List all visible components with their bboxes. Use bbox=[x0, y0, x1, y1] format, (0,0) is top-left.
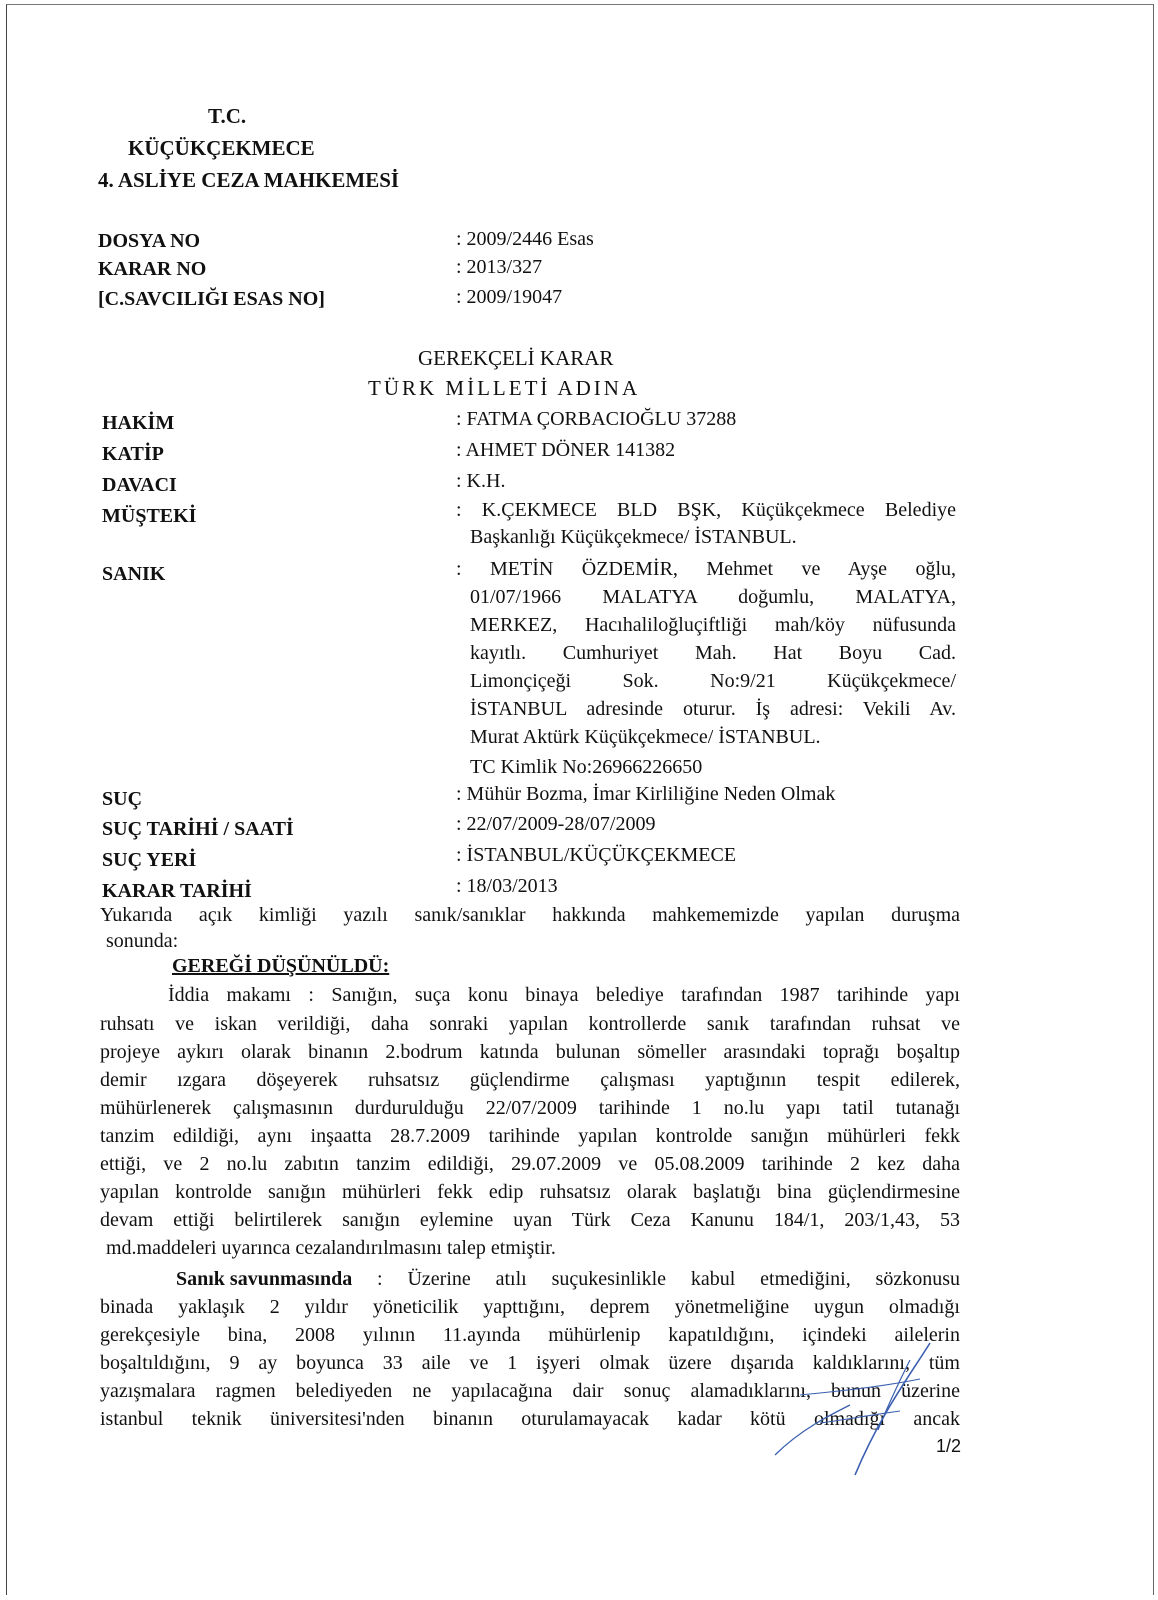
sanik-line: : METİN ÖZDEMİR, Mehmet ve Ayşe oğlu, bbox=[456, 558, 956, 580]
sanik-line: MERKEZ, Hacıhaliloğluçiftliği mah/köy nüfusunda bbox=[470, 614, 956, 636]
intro-line: Yukarıda açık kimliği yazılı sanık/sanıklar hakkında mahkememizde yapılan duruşma bbox=[100, 904, 960, 926]
karar-tarihi-value: : 18/03/2013 bbox=[456, 875, 558, 897]
suc-yeri-label: SUÇ YERİ bbox=[102, 849, 197, 871]
suc-label: SUÇ bbox=[102, 788, 143, 810]
intro-line: sonunda: bbox=[106, 930, 179, 952]
savunma-first-line bbox=[176, 1268, 960, 1291]
signature-scribble bbox=[760, 1335, 980, 1485]
davaci-label: DAVACI bbox=[102, 474, 177, 496]
header-court: 4. ASLİYE CEZA MAHKEMESİ bbox=[98, 168, 400, 192]
dosya-no-value: : 2009/2446 Esas bbox=[456, 228, 594, 250]
dosya-no-label: DOSYA NO bbox=[98, 230, 201, 252]
iddia-line: devam ettiği belirtilerek sanığın eylemine uyan Türk Ceza Kanunu 184/1, 203/1,43, 53 bbox=[100, 1209, 960, 1231]
iddia-line: mühürlenerek çalışmasının durdurulduğu 22/07/2009 tarihinde 1 no.lu yapı tatil tutanağı bbox=[100, 1097, 960, 1119]
musteki-line: : K.ÇEKMECE BLD BŞK, Küçükçekmece Belediye bbox=[456, 499, 956, 521]
savunma-line: binada yaklaşık 2 yıldır yöneticilik yapttığını, deprem yönetmeliğine uygun olmadığı bbox=[100, 1296, 960, 1318]
iddia-line: demir ızgara döşeyerek ruhsatsız güçlendirme çalışması yaptığının tespit edilerek, bbox=[100, 1069, 960, 1091]
savcilik-no-value: : 2009/19047 bbox=[456, 286, 563, 308]
header-tc: T.C. bbox=[208, 104, 247, 128]
iddia-line: ruhsatı ve iskan verildiği, daha sonraki yapılan kontrollerde sanık tarafından ruhsat ve bbox=[100, 1013, 960, 1035]
katip-value: : AHMET DÖNER 141382 bbox=[456, 439, 676, 461]
hakim-label: HAKİM bbox=[102, 412, 175, 434]
sanik-line: Limonçiçeği Sok. No:9/21 Küçükçekmece/ bbox=[470, 670, 956, 692]
karar-no-value: : 2013/327 bbox=[456, 256, 543, 278]
iddia-line: projeye aykırı olarak binanın 2.bodrum katında bulunan sömeller arasındaki toprağı boşaltıp bbox=[100, 1041, 960, 1063]
davaci-value: : K.H. bbox=[456, 470, 506, 492]
sanik-label: SANIK bbox=[102, 563, 166, 585]
iddia-line: yapılan kontrolde sanığın mühürleri fekk edip ruhsatsız olarak başlatığı bina güçlendirmesine bbox=[100, 1181, 960, 1203]
savunma-line: boşaltıldığını, 9 ay boyunca 33 aile ve 1 işyeri olmak üzere dışarıda kaldıklarını, tüm bbox=[100, 1352, 960, 1374]
suc-tarihi-value: : 22/07/2009-28/07/2009 bbox=[456, 813, 656, 835]
savunma-line: yazışmalara ragmen belediyeden ne yapılacağına dair sonuç alamadıklarını, bunun üzerine bbox=[100, 1380, 960, 1402]
header-district: KÜÇÜKÇEKMECE bbox=[128, 136, 315, 160]
iddia-line: İddia makamı : Sanığın, suça konu binaya belediye tarafından 1987 tarihinde yapı bbox=[168, 984, 960, 1006]
savunma-first-rest: : Üzerine atılı suçukesinlikle kabul etmediğini, sözkonusu bbox=[352, 1268, 960, 1290]
decision-subtitle: TÜRK MİLLETİ ADINA bbox=[368, 376, 641, 400]
sanik-line: kayıtlı. Cumhuriyet Mah. Hat Boyu Cad. bbox=[470, 642, 956, 664]
savunma-label: Sanık savunmasında bbox=[176, 1268, 353, 1290]
sanik-tc-no: TC Kimlik No:26966226650 bbox=[470, 756, 703, 778]
iddia-line: ettiği, ve 2 no.lu zabıtın tanzim edildiği, 29.07.2009 ve 05.08.2009 tarihinde 2 kez daha bbox=[100, 1153, 960, 1175]
page-number: 1/2 bbox=[936, 1436, 962, 1456]
sanik-line: İSTANBUL adresinde oturur. İş adresi: Vekili Av. bbox=[470, 698, 956, 720]
sanik-line: Murat Aktürk Küçükçekmece/ İSTANBUL. bbox=[470, 726, 821, 748]
hakim-value: : FATMA ÇORBACIOĞLU 37288 bbox=[456, 408, 737, 430]
musteki-label: MÜŞTEKİ bbox=[102, 505, 197, 527]
karar-no-label: KARAR NO bbox=[98, 258, 207, 280]
iddia-line: md.maddeleri uyarınca cezalandırılmasını talep etmiştir. bbox=[106, 1237, 556, 1259]
suc-value: : Mühür Bozma, İmar Kirliliğine Neden Olmak bbox=[456, 783, 836, 805]
sanik-line: 01/07/1966 MALATYA doğumlu, MALATYA, bbox=[470, 586, 956, 608]
suc-tarihi-label: SUÇ TARİHİ / SAATİ bbox=[102, 818, 294, 840]
savunma-line: gerekçesiyle bina, 2008 yılının 11.ayında mühürlenip kapatıldığını, içindeki ailelerin bbox=[100, 1324, 960, 1346]
karar-tarihi-label: KARAR TARİHİ bbox=[102, 880, 252, 902]
iddia-line: tanzim edildiği, aynı inşaatta 28.7.2009 tarihinde yapılan kontrolde sanığın mühürleri fekk bbox=[100, 1125, 960, 1147]
section-heading: GEREĞİ DÜŞÜNÜLDÜ: bbox=[172, 955, 390, 977]
savcilik-no-label: [C.SAVCILIĞI ESAS NO] bbox=[98, 288, 325, 310]
musteki-line: Başkanlığı Küçükçekmece/ İSTANBUL. bbox=[470, 526, 797, 548]
katip-label: KATİP bbox=[102, 443, 164, 465]
decision-title: GEREKÇELİ KARAR bbox=[418, 346, 614, 370]
suc-yeri-value: : İSTANBUL/KÜÇÜKÇEKMECE bbox=[456, 844, 737, 866]
savunma-line: istanbul teknik üniversitesi'nden binanın oturulamayacak kadar kötü olmadığı ancak bbox=[100, 1408, 960, 1430]
